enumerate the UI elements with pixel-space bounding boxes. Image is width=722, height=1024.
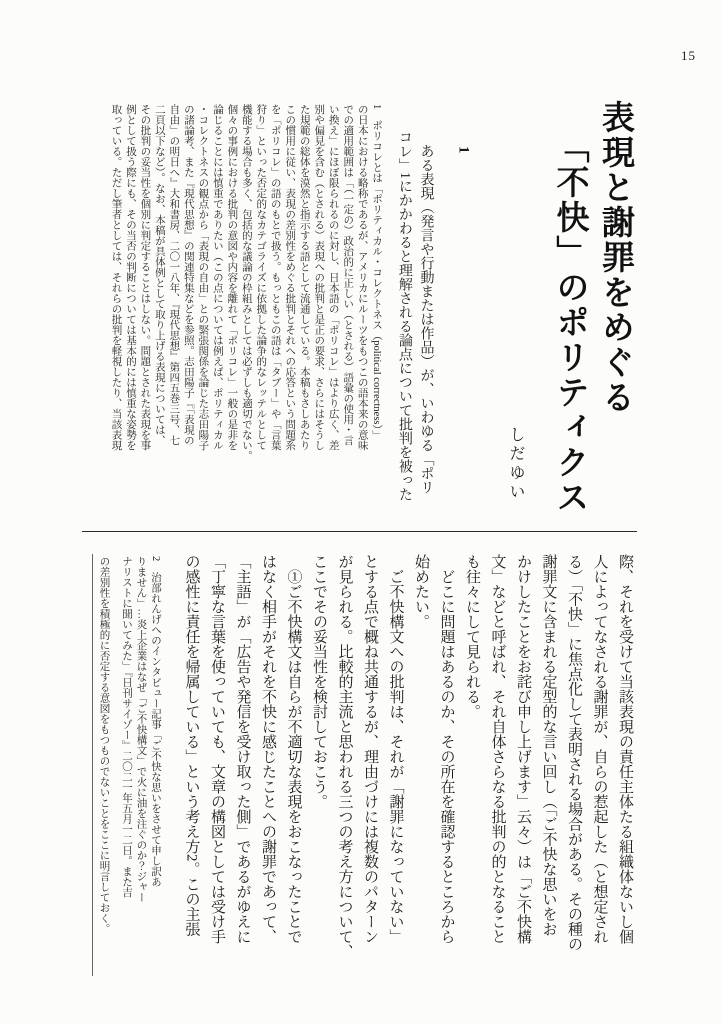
body-column: 文」などと呼ばれ、それ自体さらなる批判の的となること [489,554,506,944]
body-column: ある表現（発言や行動または作品）が、いわゆる「ポリ [418,130,434,494]
footnote-column: 狩り」といった否定的なカテゴライズに依拠した論争的なレッテルとして [255,104,267,451]
body-column: 人によってなされる謝罪が、自らの惹起した（と想定され [591,554,608,944]
section-number: 1 [455,146,472,154]
body-column: る）「不快」に焦点化して表明される場合がある。その種の [566,554,582,952]
upper-text-block [82,100,637,515]
body-column: 「主語」が「広告や発信を受け取った側」であるがゆえに [234,554,251,944]
footnote-column: での適用範囲は「（一定の）政治的に正しい（とされる）語彙の使用・言 [342,104,354,446]
body-column: どこに問題はあるのか、その所在を確認するところから [438,554,455,944]
footnote-column: ・コレクトネスの観点から「表現の自由」との緊張関係を論じた志田陽子 [197,104,209,451]
body-column: 「丁寧な言葉を使っていても、文章の構図としては受け手 [209,554,225,944]
footnote-column: 2 治部れんげへのインタビュー記事「ご不快な思いをさせて申し訳あ [150,556,161,887]
footnote-column: 例として扱う際にも、その当否の判断については基本的には慎重な姿勢を [124,104,136,451]
body-column: とする点で概ね共通するが、理由づけには複数のパターン [362,554,378,944]
footnote-column: た規範の総体を漠然と指示する語として流通している。本稿もさしあたり [298,104,310,451]
footnote-column: の諸論考、また『現代思想』の関連特集などを参照。志田陽子『「表現の [182,104,194,446]
body-column: ここでその妥当性を検討しておこう。 [311,554,327,809]
author-name: しだゆい [506,426,524,502]
footnote-column: 機能する場合も多く、包括的な議論の枠組みとしては必ずしも適切でない。 [240,104,252,461]
body-column: はなく相手がそれを不快に感じたことへの謝罪であって、 [260,554,276,944]
essay-title [546,100,637,515]
lower-text-block [82,554,637,976]
footnote-column: 自由」の明日へ』大和書房、二〇一八年、『現代思想』第四五巻三号、七 [168,104,180,446]
footnote-column: この慣用に従い、表現の差別性をめぐる批判とそれへの応答という問題系 [284,104,296,451]
footnote-column: 個々の事例における批判の意図や内容を離れて「ポリコレ」一般の是非を [226,104,238,451]
footnote-column: 取っている。ただし筆者としては、それらの批判を軽視したり、当該表現 [110,104,122,451]
body-column: も往々にして見られる。 [464,554,480,719]
footnote-1-continuation-column: の差別性を積極的に否定する意図をもつものでないことをここに明言しておく。 [92,554,110,976]
upper-body-text [393,100,436,515]
footnote-column: い換え」にほぼ限られるのに対し、日本語の「ポリコレ」はより広く、差 [327,104,339,451]
footnote-1 [108,100,383,515]
body-column: の感性に責任を帰属している」という考え方2。この主張 [183,554,200,937]
body-column: ①ご不快構文は自らが不適切な表現をおこなったことで [285,554,302,944]
footnote-column: 論じることには慎重でありたい（この点については例えば、ポリティカル [211,104,223,451]
lower-body-text [178,554,637,976]
footnote-column: 別や偏見を含む（とされる）表現への批判と是正の要求、さらにはそうし [313,104,325,451]
body-column: コレ」1にかかわると理解される論点について批判を被った [396,130,412,501]
essay-title-line-1: 表現と謝罪をめぐる [597,100,633,415]
body-column: 謝罪文に含まれる定型的な言い回し（「ご不快な思いをお [540,554,557,937]
footnote-column: 二頁以下など）。なお、本稿が具体例として取り上げる表現については、 [153,104,165,446]
footnote-column: りません」…炎上企業はなぜ「ご不快構文」で火に油を注ぐのか？ジャー [135,556,147,903]
footnote-column: の日本における略称であるが、アメリカにルーツをもつこの語本来の意味 [356,104,368,451]
body-column: が見られる。比較的主流と思われる三つの考え方について、 [336,554,353,959]
body-column: 際、それを受けて当該表現の責任主体たる組織体ないし個 [617,554,633,944]
page-number: 15 [681,48,696,63]
footnote-column: その批判の妥当性を個別に判定することはしない。問題とされた表現を事 [139,104,151,451]
body-column: 始めたい。 [413,554,429,629]
body-column: かけしたことをお詫び申し上げます」云々）は「ご不快構 [515,554,531,944]
footnote-column: を「ポリコレ」の語のもとで扱う。もっともこの語は「タブー」や「言葉 [269,104,281,451]
footnote-column: 1 ポリコレとは「ポリティカル・コレクトネス（political correctness）」 [371,104,383,441]
footnote-2 [119,554,162,976]
footnote-column: ナリストに聞いてみた」『日刊サイゾー』二〇二一年五月一二日。また吉 [121,556,133,898]
section-divider [82,531,637,532]
body-column: ご不快構文への批判は、それが「謝罪になっていない」 [387,554,404,944]
essay-title-line-2: 「不快」のポリティクス [551,130,588,515]
